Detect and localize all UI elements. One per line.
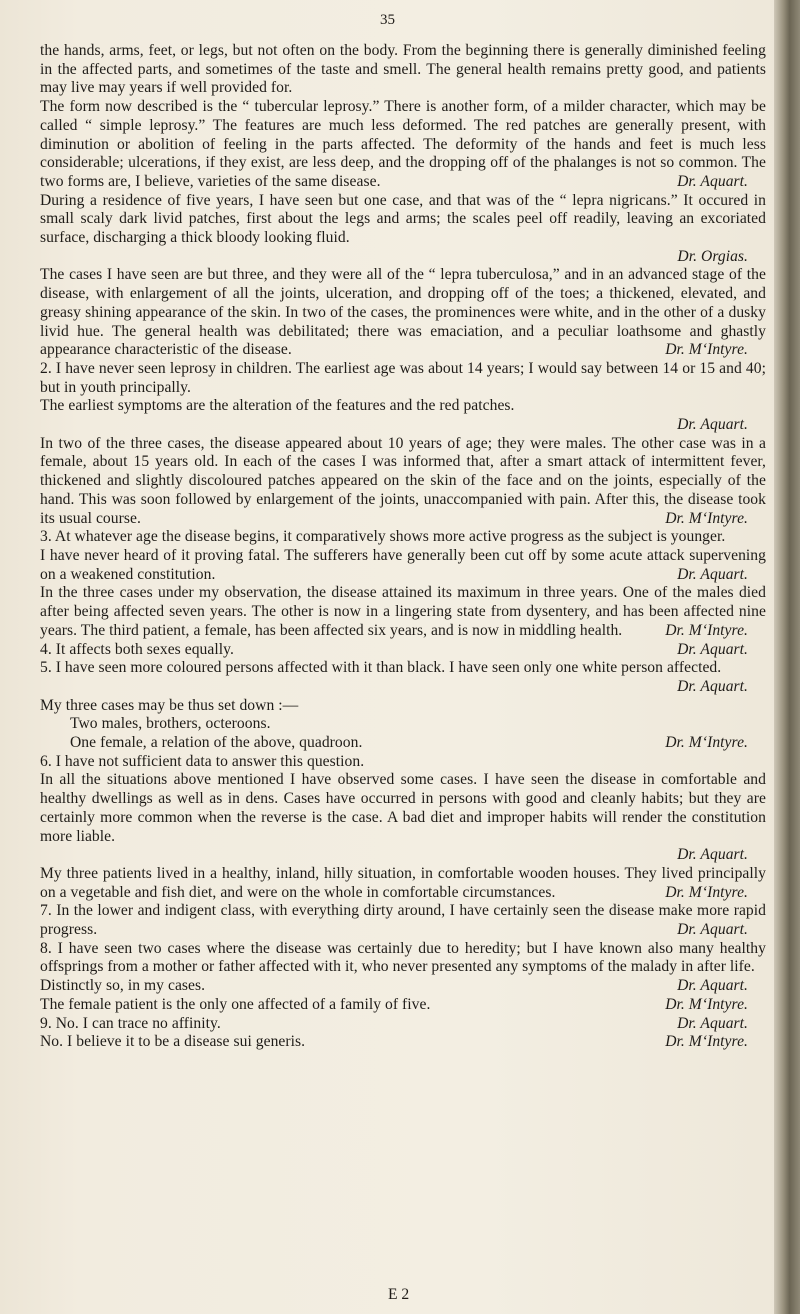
- attribution: Dr. M‘Intyre.: [665, 509, 748, 527]
- paragraph: In all the situations above mentioned I have observed some cases. I have seen the disease in comfortable and healthy dwellings as well as in dens. Cases have occurred in persons with good and cleanly habits; but they are certainly more common when the reverse is the case. A bad diet and improper habits will render the constitution more liable.: [40, 771, 766, 845]
- paragraph: 9. No. I can trace no affinity. Dr. Aquart.: [40, 1015, 766, 1034]
- paragraph: The earliest symptoms are the alteration of the features and the red patches.: [40, 397, 515, 415]
- body-text: [40, 42, 766, 1052]
- page-number: 35: [380, 12, 395, 28]
- paragraph: I have never heard of it proving fatal. The sufferers have generally been cut off by some acute attack supervening on a weakened constitution. Dr. Aquart.: [40, 546, 766, 583]
- paragraph: During a residence of five years, I have seen but one case, and that was of the “ lepra nigricans.” It occured in small scaly dark livid patches, first about the legs and arms; the scales peel off readily, leaving an excoriated surface, discharging a thick bloody looking fluid.: [40, 191, 766, 247]
- attribution: Dr. Aquart.: [677, 640, 748, 658]
- attribution: Dr. M‘Intyre.: [665, 1033, 748, 1051]
- attribution: Dr. Aquart.: [677, 172, 748, 190]
- paragraph: 7. In the lower and indigent class, with everything dirty around, I have certainly seen the disease make more rapid progress. Dr. Aquart.: [40, 902, 766, 939]
- attribution: Dr. M‘Intyre.: [665, 995, 748, 1013]
- paragraph: Two males, brothers, octeroons.: [70, 715, 271, 733]
- paragraph: Distinctly so, in my cases.: [40, 977, 206, 995]
- paragraph: In two of the three cases, the disease appeared about 10 years of age; they were males. The other case was in a female, about 15 years old. In each of the cases I was informed that, after a smart attack of intermittent fever, thickened and slightly discoloured patches appeared on the skin of the face and on the joints, especially of the hand. This was soon followed by enlargement of the joints, unaccompanied with pain. After this, the disease took its usual course. Dr. M‘Intyre.: [40, 434, 766, 527]
- paragraph: 2. I have never seen leprosy in children. The earliest age was about 14 years; I would say between 14 or 15 and 40; but in youth principally.: [40, 359, 766, 396]
- paragraph: 3. At whatever age the disease begins, it comparatively shows more active progress as the subject is younger.: [40, 528, 726, 546]
- paragraph: 5. I have seen more coloured persons affected with it than black. I have seen only one white person affected. Dr. Aquart.: [40, 659, 766, 696]
- paragraph: 4. It affects both sexes equally. Dr. Aquart.: [40, 641, 766, 660]
- paragraph: 8. I have seen two cases where the disease was certainly due to heredity; but I have known also many healthy offsprings from a mother or father affected with it, who never presented any symptoms of the malady in after life. Dr. Aquart.: [40, 939, 766, 995]
- attribution: Dr. Aquart.: [677, 977, 748, 995]
- paragraph: 6. I have not sufficient data to answer this question.: [40, 752, 365, 770]
- attribution: Dr. Orgias.: [677, 247, 748, 265]
- paragraph: In the three cases under my observation, the disease attained its maximum in three years. One of the males died after being affected seven years. The other is now in a lingering state from dysentery, and has been affected nine years. The third patient, a female, has been affected six years, and is now in middling health. Dr. M‘Intyre.: [40, 584, 766, 639]
- paragraph: the hands, arms, feet, or legs, but not often on the body. From the beginning there is generally diminished feeling in the affected parts, and sometimes of the taste and smell. The general health remains pretty good, and patients may live may years if well provided for.: [40, 42, 766, 97]
- attribution: Dr. Aquart.: [677, 921, 748, 939]
- paragraph: My three cases may be thus set down :—: [40, 696, 299, 714]
- attribution: Dr. Aquart.: [677, 677, 748, 695]
- attribution: Dr. Aquart.: [677, 565, 748, 583]
- paragraph: The female patient is the only one affected of a family of five. Dr. M‘Intyre.: [40, 996, 766, 1015]
- paragraph: The form now described is the “ tubercular leprosy.” There is another form, of a milder character, which may be called “ simple leprosy.” The features are much less deformed. The red patches are generally present, with diminution or abolition of feeling in the parts affected. The deformity of the hands and feet is much less considerable; ulcerations, if they exist, are less deep, and the dropping off of the phalanges is not so common. The two forms are, I believe, varieties of the same disease. Dr. Aquart.: [40, 98, 766, 190]
- paragraph: My three patients lived in a healthy, inland, hilly situation, in comfortable wooden houses. They lived principally on a vegetable and fish diet, and were on the whole in comfortable circumstances. Dr. M‘Intyre.: [40, 864, 766, 901]
- paragraph: The cases I have seen are but three, and they were all of the “ lepra tuberculosa,” and in an advanced stage of the disease, with enlargement of all the joints, ulceration, and dropping off of the toes; a thickened, elevated, and greasy shining appearance of the skin. In two of the cases, the prominences were white, and in the other of a dusky livid hue. The general health was debilitated; there was emaciation, and a peculiar loathsome and ghastly appearance characteristic of the disease. Dr. M‘Intyre.: [40, 266, 766, 359]
- signature-mark: E 2: [388, 1286, 410, 1303]
- attribution: Dr. M‘Intyre.: [665, 734, 748, 752]
- book-spine-shadow: [774, 0, 800, 1314]
- attribution: Dr. M‘Intyre.: [665, 341, 748, 359]
- attribution: Dr. M‘Intyre.: [665, 621, 748, 639]
- paragraph: One female, a relation of the above, quadroon. Dr. M‘Intyre.: [40, 734, 766, 753]
- attribution: Dr. Aquart.: [677, 1014, 748, 1032]
- attribution: Dr. Aquart.: [677, 846, 748, 864]
- paragraph: No. I believe it to be a disease sui generis. Dr. M‘Intyre.: [40, 1033, 766, 1052]
- attribution: Dr. M‘Intyre.: [665, 883, 748, 901]
- attribution: Dr. Aquart.: [677, 416, 748, 434]
